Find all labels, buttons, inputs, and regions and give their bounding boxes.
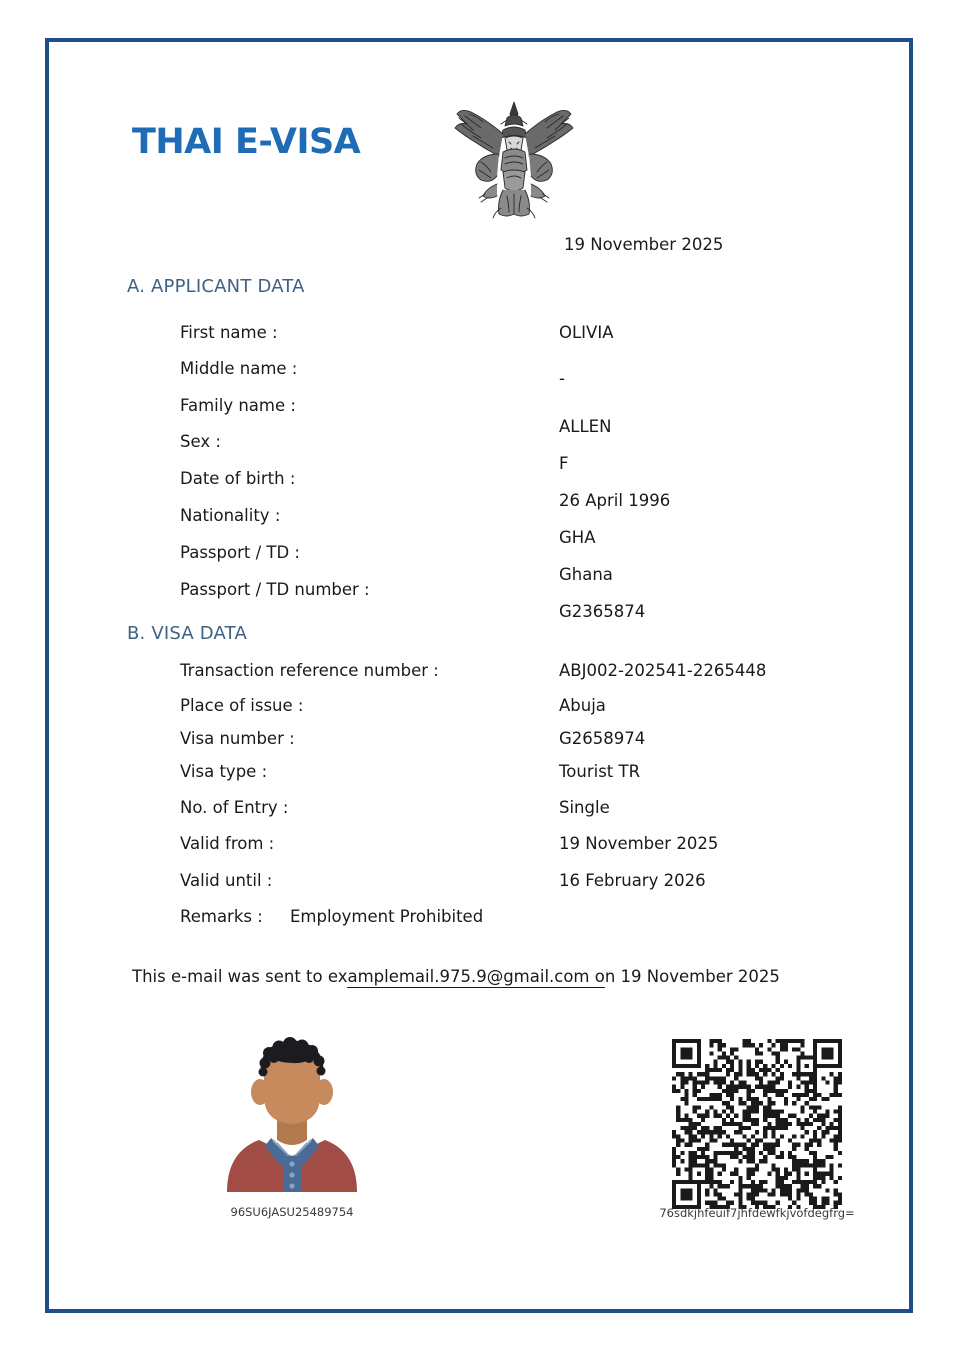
photo-caption: 96SU6JASU25489754: [230, 1205, 354, 1219]
field-label-visa-type: Visa type :: [180, 762, 268, 781]
section-heading-visa-data: B. VISA DATA: [127, 623, 247, 644]
qr-code: [672, 1039, 842, 1209]
field-label-passport-td: Passport / TD :: [180, 543, 300, 562]
field-value-family-name: ALLEN: [559, 417, 612, 436]
document-border-frame: [45, 38, 913, 1313]
field-value-sex: F: [559, 454, 569, 473]
field-value-valid-from: 19 November 2025: [559, 834, 719, 853]
field-label-no-of-entry: No. of Entry :: [180, 798, 289, 817]
field-value-middle-name: -: [559, 369, 565, 388]
applicant-photo: [213, 1020, 371, 1192]
section-heading-applicant-data: A. APPLICANT DATA: [127, 276, 305, 297]
email-notice-suffix: n 19 November 2025: [604, 967, 780, 986]
field-label-date-of-birth: Date of birth :: [180, 469, 296, 488]
issue-date: 19 November 2025: [564, 235, 724, 254]
field-value-remarks: Employment Prohibited: [290, 907, 484, 926]
field-value-visa-number: G2658974: [559, 729, 646, 748]
field-label-family-name: Family name :: [180, 396, 296, 415]
field-label-passport-td-number: Passport / TD number :: [180, 580, 370, 599]
field-value-transaction-reference-number: ABJ002-202541-2265448: [559, 661, 767, 680]
field-label-first-name: First name :: [180, 323, 278, 342]
field-label-nationality: Nationality :: [180, 506, 281, 525]
field-value-passport-td: Ghana: [559, 565, 613, 584]
field-value-nationality: GHA: [559, 528, 596, 547]
field-value-no-of-entry: Single: [559, 798, 610, 817]
field-label-visa-number: Visa number :: [180, 729, 295, 748]
field-label-middle-name: Middle name :: [180, 359, 298, 378]
field-value-passport-td-number: G2365874: [559, 602, 646, 621]
field-value-visa-type: Tourist TR: [559, 762, 641, 781]
email-address-link[interactable]: amplemail.975.9@gmail.com o: [347, 967, 605, 986]
qr-code-canvas: [672, 1039, 842, 1209]
field-label-valid-from: Valid from :: [180, 834, 275, 853]
qr-caption: 76sdkjhfeuif7jhfdewfkjvofdegfrg=: [659, 1206, 855, 1220]
page-title: THAI E-VISA: [132, 122, 361, 162]
field-label-sex: Sex :: [180, 432, 221, 451]
field-value-date-of-birth: 26 April 1996: [559, 491, 671, 510]
field-label-transaction-reference-number: Transaction reference number :: [180, 661, 439, 680]
field-label-remarks: Remarks :: [180, 907, 263, 926]
thai-garuda-emblem-icon: [453, 90, 575, 222]
field-label-valid-until: Valid until :: [180, 871, 273, 890]
field-value-valid-until: 16 February 2026: [559, 871, 706, 890]
field-value-place-of-issue: Abuja: [559, 696, 606, 715]
field-label-place-of-issue: Place of issue :: [180, 696, 304, 715]
field-value-first-name: OLIVIA: [559, 323, 614, 342]
email-sent-notice: [132, 967, 780, 986]
email-notice-prefix: This e-mail was sent to ex: [132, 967, 348, 986]
